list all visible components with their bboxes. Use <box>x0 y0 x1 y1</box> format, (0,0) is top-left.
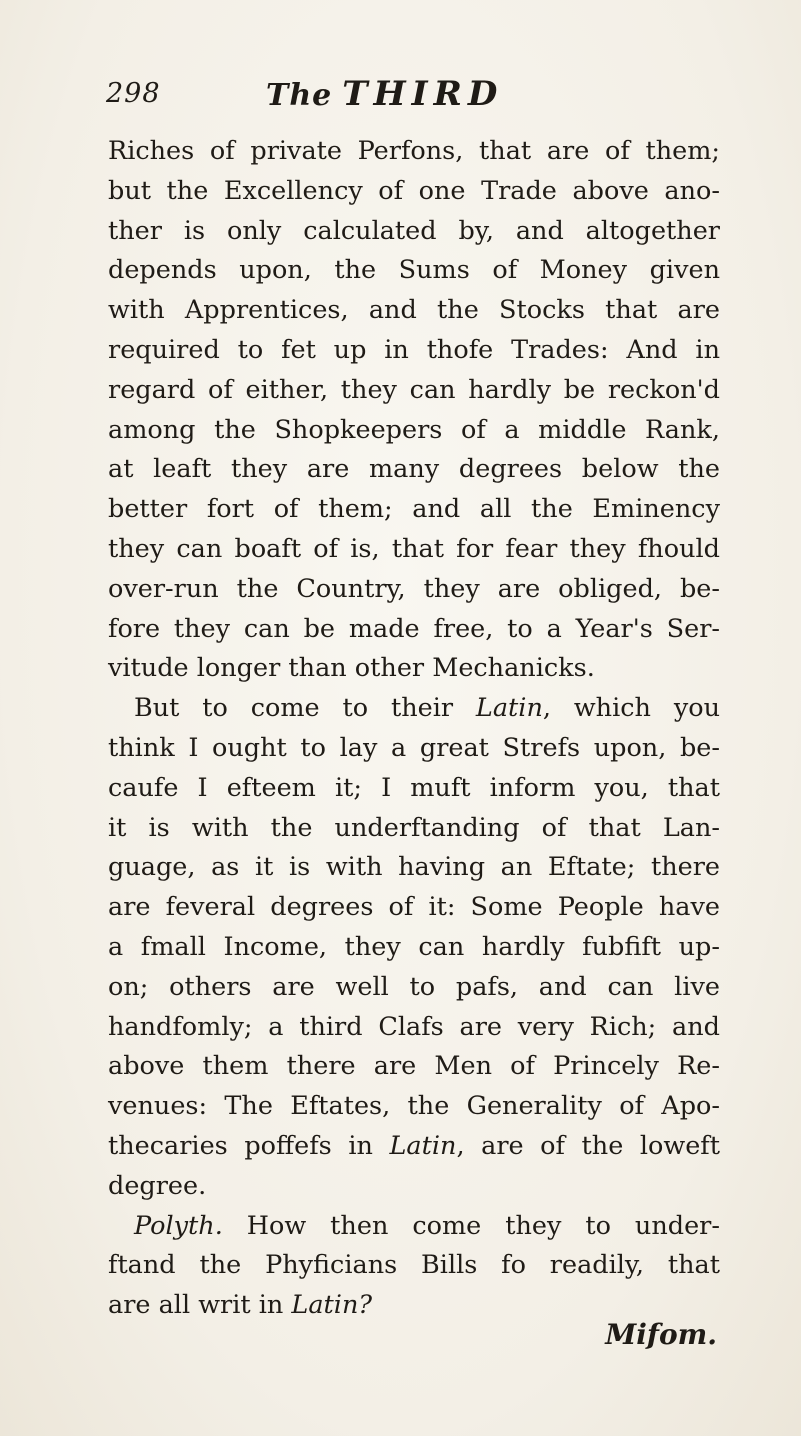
text-line: among the Shopkeepers of a middle Rank, <box>108 414 720 445</box>
text-line: on; others are well to pafs, and can live <box>108 971 720 1002</box>
text-line: think I ought to lay a great Strefs upon, be- <box>108 732 720 763</box>
italic-latin: Latin <box>389 1130 457 1161</box>
page-number: 298 <box>106 78 161 109</box>
text-line: Riches of private Perfons, that are of them; <box>108 136 720 166</box>
text-line: above them there are Men of Princely Re- <box>108 1051 720 1082</box>
text-line: at leaft they are many degrees below the <box>108 454 720 485</box>
body-text <box>108 132 720 1326</box>
running-head-prefix: The <box>266 78 333 113</box>
catchword: Mifom. <box>605 1318 717 1351</box>
text-line: ther is only calculated by, and altogether <box>108 215 720 246</box>
text-line: guage, as it is with having an Eftate; there <box>108 852 720 883</box>
text-line-paragraph-start <box>108 1207 720 1247</box>
text-line: better fort of them; and all the Eminency <box>108 494 720 525</box>
text-line: it is with the underftanding of that Lan- <box>108 812 720 843</box>
text-line: degree. <box>108 1170 207 1201</box>
text-line: handfomly; a third Clafs are very Rich; and <box>108 1011 720 1042</box>
running-head <box>266 74 503 114</box>
text-segment: How then come they to under- <box>222 1210 720 1241</box>
italic-latin: Latin? <box>291 1290 373 1321</box>
text-line: over-run the Country, they are obliged, be- <box>108 573 720 604</box>
text-segment: thecaries poffefs in <box>108 1130 390 1161</box>
text-line: are feveral degrees of it: Some People have <box>108 892 720 923</box>
text-line: with Apprentices, and the Stocks that are <box>108 295 720 326</box>
text-line: regard of either, they can hardly be reckon'd <box>108 374 720 405</box>
text-line: venues: The Eftates, the Generality of Apo- <box>108 1091 720 1122</box>
text-line: a fmall Income, they can hardly fubfift up- <box>108 931 720 962</box>
running-head-title: THIRD <box>342 74 504 114</box>
speaker-polyth: Polyth. <box>134 1210 223 1241</box>
text-line: vitude longer than other Mechanicks. <box>108 653 595 684</box>
text-line-paragraph-start <box>108 689 720 729</box>
text-line: ftand the Phyficians Bills fo readily, that <box>108 1250 720 1281</box>
page-header <box>106 74 706 118</box>
text-line: but the Excellency of one Trade above ano- <box>108 175 720 206</box>
text-segment: , which you <box>542 693 721 724</box>
text-line: required to fet up in thofe Trades: And in <box>108 334 720 365</box>
text-line: fore they can be made free, to a Year's Ser- <box>108 613 720 644</box>
text-line: they can boaft of is, that for fear they fhould <box>108 533 720 564</box>
italic-latin: Latin <box>475 693 543 724</box>
text-line: caufe I efteem it; I muft inform you, that <box>108 772 720 803</box>
text-segment: are all writ in <box>108 1290 292 1321</box>
text-segment: But to come to their <box>134 693 476 724</box>
text-segment: , are of the loweft <box>456 1130 720 1161</box>
text-line <box>108 1127 720 1167</box>
text-line: depends upon, the Sums of Money given <box>108 255 720 286</box>
